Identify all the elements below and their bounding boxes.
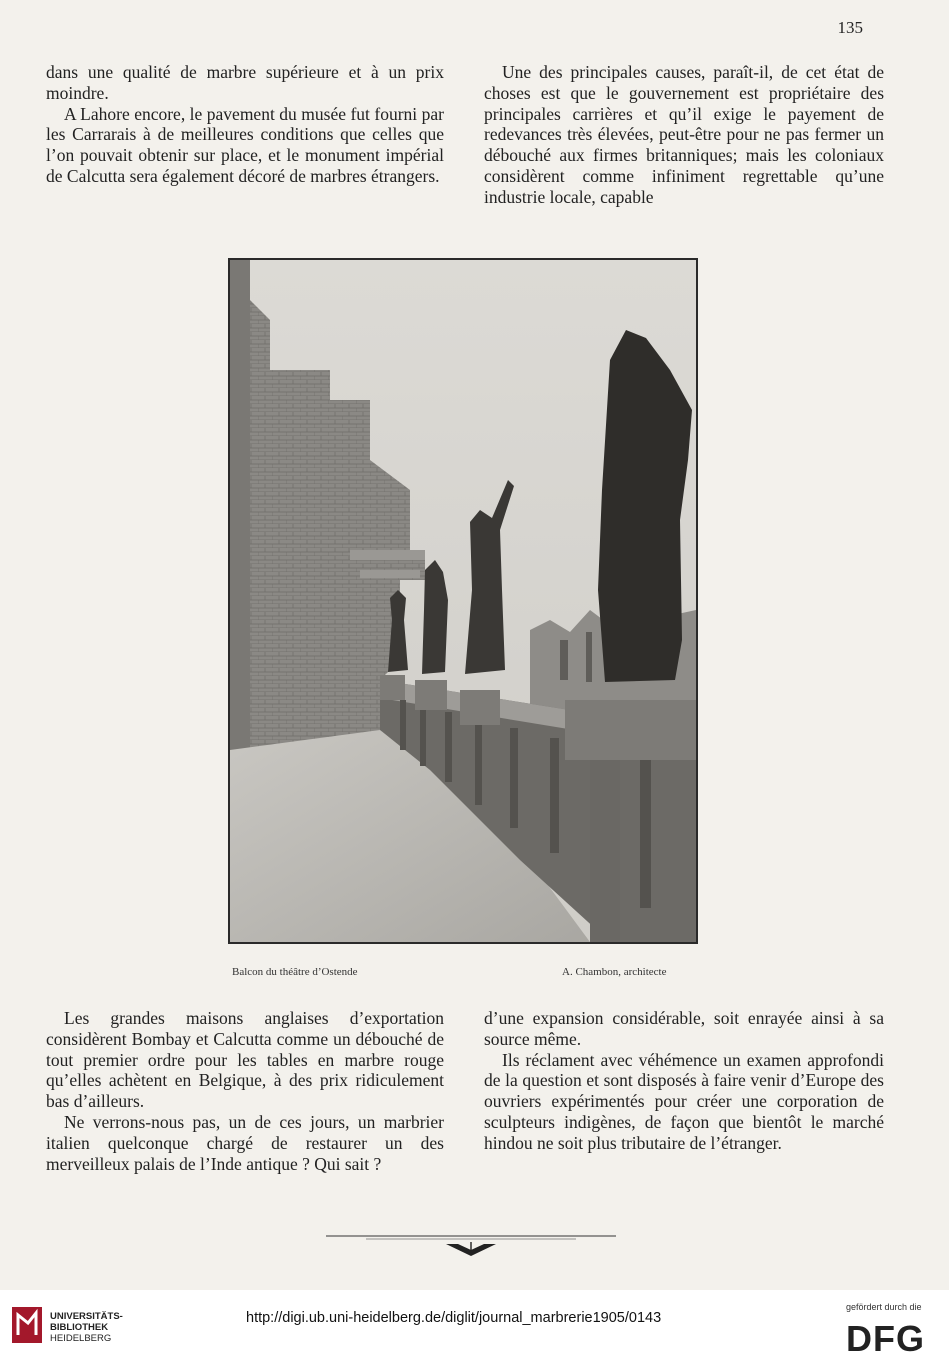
paragraph: dans une qualité de marbre supérieure et à un prix moindre. <box>46 62 444 103</box>
photo-caption-credit: A. Chambon, architecte <box>562 966 667 978</box>
paragraph: Une des principales causes, paraît-il, de cet état de choses est que le gouvernement est propriétaire des principales carrières et qu’il exige le payement de redevances très élevées, peut-être pour ne pas fermer un débouché aux firmes britanniques; mais les coloniaux considèrent comme infiniment regrettable qu’une industrie locale, capable <box>484 62 884 207</box>
source-url-link[interactable]: http://digi.ub.uni-heidelberg.de/diglit/journal_marbrerie1905/0143 <box>246 1310 662 1326</box>
paragraph: d’une expansion considérable, soit enrayée ainsi à sa source même. <box>484 1008 884 1049</box>
paragraph: Ils réclament avec véhémence un examen approfondi de la question et sont disposés à faire venir d’Europe des ouvriers expérimentés pour créer une corporation de sculpteurs indigènes, de façon que bientôt le marché hindou ne soit plus tributaire de l’étranger. <box>484 1049 884 1153</box>
column-bottom-left <box>46 1008 444 1174</box>
paragraph: A Lahore encore, le pavement du musée fut fourni par les Carrarais à de meilleures conditions que celles que l’on pouvait obtenir sur place, et le monument impérial de Calcutta sera également décoré de marbres étrangers. <box>46 103 444 186</box>
university-library-logo-icon <box>10 1305 44 1345</box>
page-number: 135 <box>837 18 863 37</box>
end-ornament-icon <box>326 1232 616 1258</box>
column-top-left <box>46 62 444 187</box>
balcony-photograph <box>228 258 698 944</box>
photo-caption-title: Balcon du théâtre d’Ostende <box>232 966 358 978</box>
balcony-photo-image <box>230 260 696 942</box>
paragraph: Ne verrons-nous pas, un de ces jours, un marbrier italien quelconque chargé de restaurer un des merveilleux palais de l’Inde antique ? Qui sait ? <box>46 1111 444 1174</box>
paragraph: Les grandes maisons anglaises d’exportation considèrent Bombay et Calcutta comme un débouché de tout premier ordre pour les tables en marbre rouge qu’elles achètent en Belgique, à des prix ridiculement bas d’ailleurs. <box>46 1008 444 1112</box>
footer-bar <box>0 1290 949 1363</box>
university-library-name: UNIVERSITÄTS- BIBLIOTHEK HEIDELBERG <box>50 1311 123 1344</box>
column-bottom-right <box>484 1008 884 1154</box>
funding-note: gefördert durch die <box>846 1302 922 1312</box>
column-top-right <box>484 62 884 208</box>
dfg-logo: DFG <box>846 1318 925 1359</box>
